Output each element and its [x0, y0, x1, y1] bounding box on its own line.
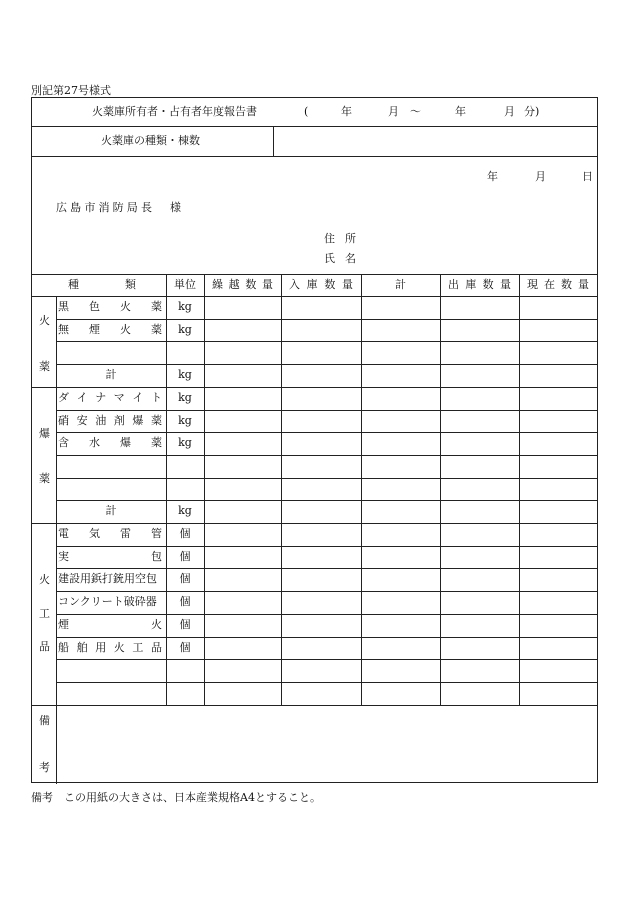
- row-unit: kg: [178, 436, 192, 450]
- body-col-divider: [166, 296, 167, 705]
- quantity-cell[interactable]: [519, 568, 597, 591]
- header-type: 種 類: [68, 278, 136, 291]
- quantity-cell[interactable]: [361, 432, 440, 455]
- body-col-divider: [204, 296, 205, 705]
- quantity-cell[interactable]: [440, 523, 519, 546]
- quantity-cell[interactable]: [440, 591, 519, 614]
- quantity-cell[interactable]: [361, 682, 440, 705]
- quantity-cell[interactable]: [204, 319, 281, 342]
- date-day[interactable]: 日: [582, 170, 593, 183]
- row-label: コンクリート破砕器: [58, 595, 157, 609]
- row-label: 含 水 爆 薬: [58, 436, 162, 450]
- row-unit: kg: [178, 504, 192, 518]
- quantity-cell[interactable]: [519, 432, 597, 455]
- quantity-cell[interactable]: [281, 387, 361, 410]
- row-unit: 個: [179, 595, 191, 609]
- quantity-cell[interactable]: [281, 364, 361, 387]
- header-unit: 単位: [174, 278, 196, 291]
- quantity-cell[interactable]: [281, 591, 361, 614]
- row-unit: kg: [178, 300, 192, 313]
- quantity-cell[interactable]: [440, 659, 519, 682]
- group-fireworks-char3: 品: [39, 640, 50, 653]
- quantity-cell[interactable]: [281, 478, 361, 501]
- body-col-divider: [440, 296, 441, 705]
- row-label: 電 気 雷 管: [58, 527, 162, 540]
- quantity-cell[interactable]: [204, 682, 281, 705]
- quantity-cell[interactable]: [204, 410, 281, 433]
- quantity-cell[interactable]: [281, 659, 361, 682]
- row-unit: kg: [178, 413, 192, 427]
- quantity-cell[interactable]: [440, 432, 519, 455]
- quantity-cell[interactable]: [440, 387, 519, 410]
- quantity-cell[interactable]: [361, 296, 440, 319]
- date-month[interactable]: 月: [535, 170, 546, 183]
- addressee: 広 島 市 消 防 局 長: [56, 201, 152, 214]
- group-gunpowder-char2: 薬: [39, 360, 50, 373]
- period-close: 分): [524, 105, 540, 118]
- quantity-cell[interactable]: [204, 568, 281, 591]
- row-unit: 個: [179, 527, 191, 540]
- quantity-cell[interactable]: [281, 637, 361, 660]
- quantity-cell[interactable]: [440, 478, 519, 501]
- row-label: 煙 火: [58, 617, 162, 631]
- quantity-cell[interactable]: [440, 637, 519, 660]
- row-unit: 個: [179, 549, 191, 563]
- quantity-cell[interactable]: [361, 387, 440, 410]
- header-col-divider: [281, 274, 282, 296]
- quantity-cell[interactable]: [281, 455, 361, 478]
- quantity-cell[interactable]: [281, 296, 361, 319]
- quantity-cell[interactable]: [440, 341, 519, 364]
- quantity-cell[interactable]: [281, 523, 361, 546]
- form-number: 別記第27号様式: [31, 84, 111, 97]
- quantity-cell[interactable]: [281, 546, 361, 569]
- group-gunpowder-char1: 火: [39, 314, 50, 327]
- group-fireworks-char2: 工: [39, 607, 50, 620]
- row-label: 硝 安 油 剤 爆 薬: [58, 413, 162, 427]
- quantity-cell[interactable]: [519, 591, 597, 614]
- period-month-end[interactable]: 月: [504, 105, 515, 118]
- quantity-cell[interactable]: [519, 637, 597, 660]
- quantity-cell[interactable]: [361, 637, 440, 660]
- body-col-divider: [519, 296, 520, 705]
- period-tilde: ～: [410, 105, 421, 118]
- quantity-cell[interactable]: [281, 410, 361, 433]
- header-col-divider: [440, 274, 441, 296]
- quantity-cell[interactable]: [361, 546, 440, 569]
- quantity-cell[interactable]: [204, 500, 281, 523]
- quantity-cell[interactable]: [361, 614, 440, 637]
- group-explosives-char1: 爆: [39, 427, 50, 440]
- quantity-cell[interactable]: [440, 682, 519, 705]
- row-label-subtotal: 計: [105, 504, 117, 518]
- quantity-cell[interactable]: [519, 682, 597, 705]
- quantity-cell[interactable]: [204, 614, 281, 637]
- quantity-cell[interactable]: [204, 637, 281, 660]
- quantity-cell[interactable]: [204, 432, 281, 455]
- quantity-cell[interactable]: [440, 319, 519, 342]
- row-unit: kg: [178, 390, 192, 404]
- footnote: 備考 この用紙の大きさは、日本産業規格A4とすること。: [31, 791, 321, 804]
- quantity-cell[interactable]: [281, 682, 361, 705]
- date-year[interactable]: 年: [487, 170, 498, 183]
- report-form: [31, 97, 598, 783]
- row-unit: 個: [179, 572, 191, 586]
- header-col-divider: [361, 274, 362, 296]
- quantity-cell[interactable]: [204, 364, 281, 387]
- group-col-divider: [56, 296, 57, 784]
- header-carryover: 繰 越 数 量: [212, 278, 273, 291]
- quantity-cell[interactable]: [361, 478, 440, 501]
- quantity-cell[interactable]: [519, 478, 597, 501]
- quantity-cell[interactable]: [440, 455, 519, 478]
- period-open: (: [304, 105, 309, 118]
- remarks-char1: 備: [39, 714, 50, 727]
- quantity-cell[interactable]: [281, 341, 361, 364]
- row-label: 船 舶 用 火 工 品: [58, 640, 162, 654]
- body-col-divider: [281, 296, 282, 705]
- quantity-cell[interactable]: [361, 319, 440, 342]
- row-unit: kg: [178, 368, 192, 382]
- quantity-cell[interactable]: [519, 387, 597, 410]
- quantity-cell[interactable]: [361, 591, 440, 614]
- name-label: 氏 名: [324, 252, 356, 265]
- row-label: 建設用鋲打銃用空包: [58, 572, 157, 586]
- quantity-cell[interactable]: [204, 523, 281, 546]
- header-col-divider: [204, 274, 205, 296]
- quantity-cell[interactable]: [204, 296, 281, 319]
- quantity-cell[interactable]: [361, 500, 440, 523]
- quantity-cell[interactable]: [204, 341, 281, 364]
- honorific: 様: [170, 201, 181, 214]
- row-label: 実 包: [58, 549, 162, 563]
- quantity-cell[interactable]: [440, 296, 519, 319]
- quantity-cell[interactable]: [281, 432, 361, 455]
- period-year-start[interactable]: 年: [341, 105, 352, 118]
- quantity-cell[interactable]: [361, 659, 440, 682]
- quantity-cell[interactable]: [204, 455, 281, 478]
- row-unit: kg: [178, 322, 192, 336]
- form-title: 火薬庫所有者・占有者年度報告書: [92, 105, 257, 118]
- quantity-cell[interactable]: [519, 614, 597, 637]
- quantity-cell[interactable]: [281, 568, 361, 591]
- quantity-cell[interactable]: [440, 500, 519, 523]
- quantity-cell[interactable]: [519, 341, 597, 364]
- quantity-cell[interactable]: [519, 296, 597, 319]
- quantity-cell[interactable]: [204, 659, 281, 682]
- quantity-cell[interactable]: [519, 455, 597, 478]
- quantity-cell[interactable]: [361, 364, 440, 387]
- group-fireworks-char1: 火: [39, 573, 50, 586]
- quantity-cell[interactable]: [440, 568, 519, 591]
- header-current: 現 在 数 量: [527, 278, 589, 291]
- body-col-divider: [361, 296, 362, 705]
- quantity-cell[interactable]: [361, 455, 440, 478]
- period-month-start[interactable]: 月: [388, 105, 399, 118]
- quantity-cell[interactable]: [519, 410, 597, 433]
- group-explosives-char2: 薬: [39, 472, 50, 485]
- address-label: 住 所: [324, 232, 356, 245]
- quantity-cell[interactable]: [361, 410, 440, 433]
- quantity-cell[interactable]: [519, 364, 597, 387]
- row-unit: 個: [179, 640, 191, 654]
- row-line: [32, 705, 597, 706]
- quantity-cell[interactable]: [281, 614, 361, 637]
- quantity-cell[interactable]: [519, 319, 597, 342]
- row-label: 無 煙 火 薬: [58, 322, 162, 336]
- quantity-cell[interactable]: [440, 410, 519, 433]
- quantity-cell[interactable]: [281, 500, 361, 523]
- table-top-line: [32, 274, 597, 275]
- quantity-cell[interactable]: [440, 614, 519, 637]
- quantity-cell[interactable]: [204, 387, 281, 410]
- quantity-cell[interactable]: [204, 546, 281, 569]
- row-unit: 個: [179, 617, 191, 631]
- quantity-cell[interactable]: [361, 341, 440, 364]
- quantity-cell[interactable]: [440, 364, 519, 387]
- storage-type-label: 火薬庫の種類・棟数: [101, 134, 200, 147]
- quantity-cell[interactable]: [519, 523, 597, 546]
- quantity-cell[interactable]: [204, 478, 281, 501]
- header-col-divider: [166, 274, 167, 296]
- row-label: 黒 色 火 薬: [58, 300, 162, 313]
- quantity-cell[interactable]: [361, 523, 440, 546]
- header-total: 計: [395, 278, 406, 291]
- quantity-cell[interactable]: [519, 500, 597, 523]
- quantity-cell[interactable]: [204, 591, 281, 614]
- row-label-subtotal: 計: [105, 368, 117, 382]
- quantity-cell[interactable]: [440, 546, 519, 569]
- quantity-cell[interactable]: [519, 659, 597, 682]
- quantity-cell[interactable]: [519, 546, 597, 569]
- header-col-divider: [519, 274, 520, 296]
- period-year-end[interactable]: 年: [455, 105, 466, 118]
- remarks-char2: 考: [39, 761, 50, 774]
- quantity-cell[interactable]: [281, 319, 361, 342]
- row-label: ダ イ ナ マ イ ト: [58, 390, 162, 404]
- header-received: 入 庫 数 量: [289, 278, 353, 291]
- quantity-cell[interactable]: [361, 568, 440, 591]
- header-issued: 出 庫 数 量: [448, 278, 511, 291]
